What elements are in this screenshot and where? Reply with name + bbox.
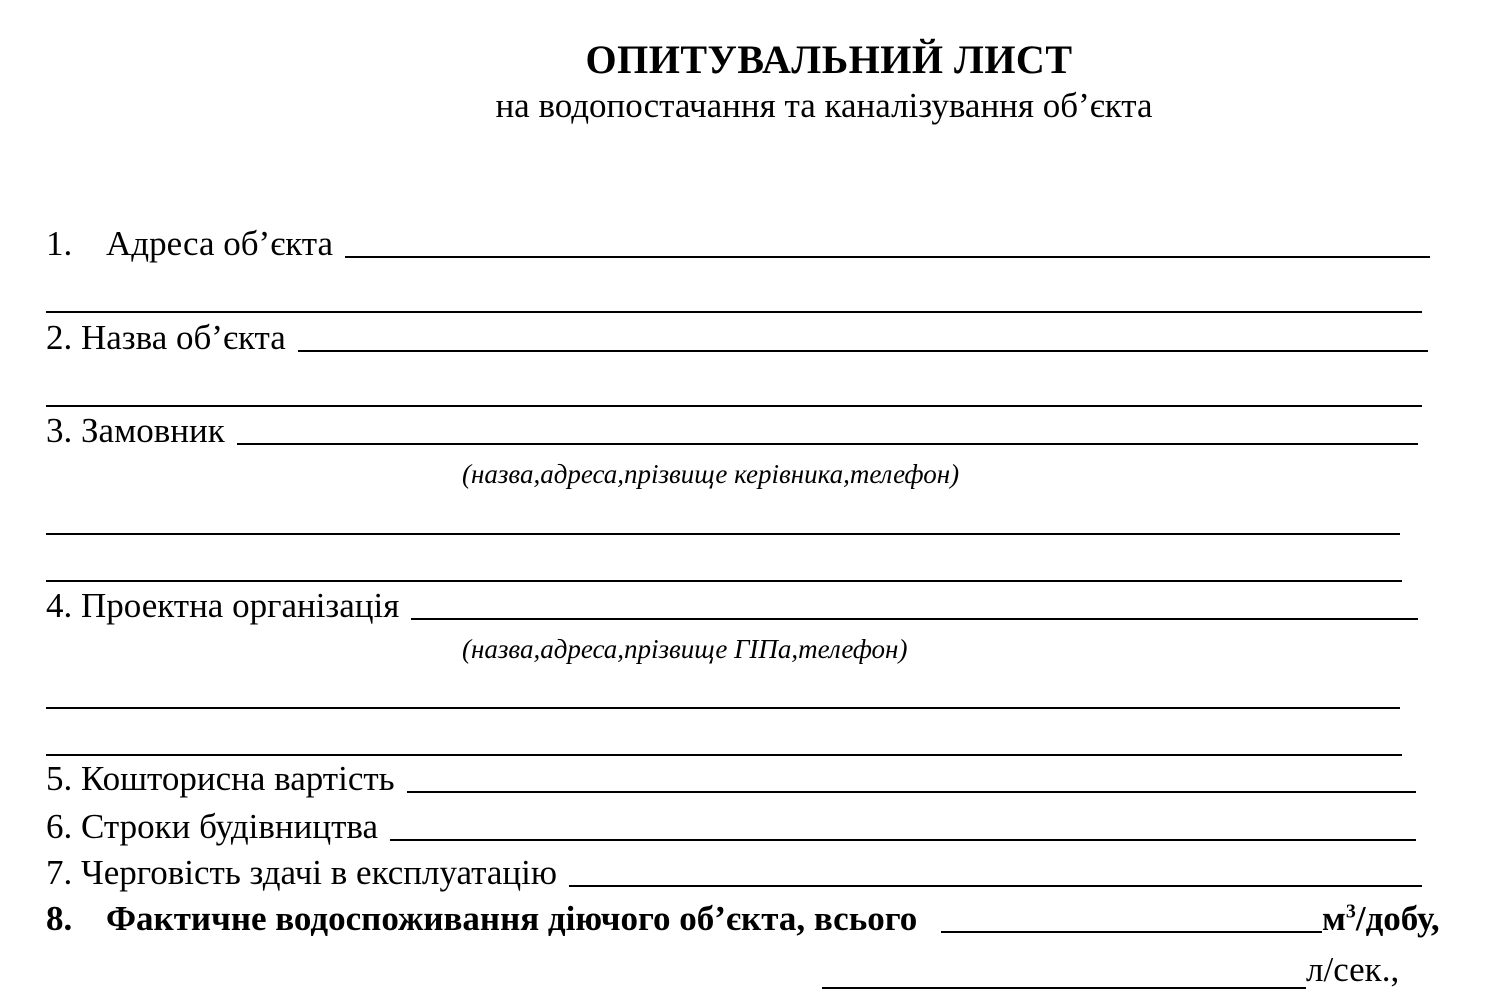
field-estimated-cost-input[interactable]	[407, 790, 1416, 793]
field-design-org-input[interactable]	[411, 617, 1418, 620]
field-design-org	[46, 586, 1418, 626]
field-design-org-label: 4. Проектна організація	[46, 586, 400, 625]
field-design-org-hint: (назва,адреса,прізвище ГІПа,телефон)	[462, 634, 908, 664]
field-name-continuation[interactable]	[46, 405, 1422, 407]
field-customer-continuation-2[interactable]	[46, 580, 1402, 582]
field-number: 1.	[46, 224, 73, 263]
field-name	[46, 318, 1428, 358]
field-construction-period-input[interactable]	[390, 838, 1416, 841]
field-construction-period	[46, 807, 1416, 847]
field-customer-continuation-1[interactable]	[46, 533, 1400, 535]
field-address-label: Адреса об’єкта	[106, 224, 334, 263]
field-name-input[interactable]	[298, 349, 1428, 352]
document-title: ОПИТУВАЛЬНИЙ ЛИСТ	[585, 37, 1073, 82]
field-commissioning-order-input[interactable]	[569, 884, 1422, 887]
field-customer-label: 3. Замовник	[46, 411, 225, 450]
field-actual-water-consumption-label: Фактичне водоспоживання діючого об’єкта, всього	[106, 899, 918, 938]
field-design-org-continuation-1[interactable]	[46, 707, 1400, 709]
field-estimated-cost-label: 5. Кошторисна вартість	[46, 759, 395, 798]
unit-liters-per-second: л/сек.,	[1306, 950, 1400, 989]
unit-cubic-meters-per-day: $м^3$/добу,	[1322, 899, 1440, 938]
field-name-label: 2. Назва об’єкта	[46, 318, 286, 357]
field-construction-period-label: 6. Строки будівництва	[46, 807, 379, 846]
field-commissioning-order	[46, 853, 1422, 893]
document-subtitle: на водопостачання та каналізування об’єкта	[495, 86, 1153, 125]
field-actual-water-consumption	[46, 899, 1322, 939]
field-address-input[interactable]	[345, 255, 1430, 258]
field-commissioning-order-label: 7. Черговість здачі в експлуатацію	[46, 853, 557, 892]
field-water-daily-input[interactable]	[941, 930, 1322, 933]
field-address	[46, 224, 1430, 264]
field-number: 8.	[46, 899, 73, 938]
field-address-continuation[interactable]	[46, 311, 1422, 313]
field-customer-hint: (назва,адреса,прізвище керівника,телефон)	[462, 459, 960, 489]
field-customer	[46, 411, 1418, 451]
field-estimated-cost	[46, 759, 1416, 799]
field-design-org-continuation-2[interactable]	[46, 754, 1402, 756]
field-water-per-second-input[interactable]	[822, 987, 1306, 989]
field-customer-input[interactable]	[237, 442, 1418, 445]
